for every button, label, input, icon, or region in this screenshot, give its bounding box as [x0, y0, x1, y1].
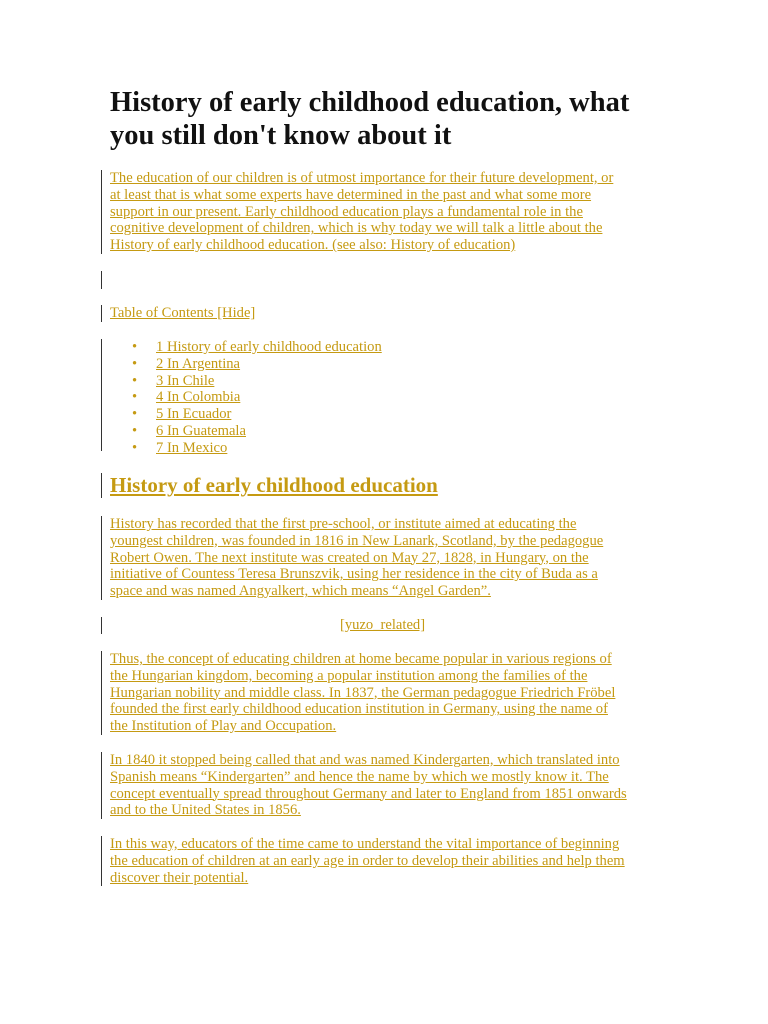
intro-block	[101, 170, 662, 254]
paragraph-link-3[interactable]: In 1840 it stopped being called that and was named Kindergarten, which translated into Spanish means “Kindergarten” and hence the name by which we mostly know it. The concept eventually spread throughout Germany and later to England from 1851 onwards and to the United States in 1856.	[110, 752, 627, 819]
bullet-icon: •	[132, 389, 138, 406]
toc-item-label: 7 In Mexico	[156, 439, 228, 456]
section-heading[interactable]: History of early childhood education	[110, 473, 438, 497]
empty-paragraph-marker	[101, 271, 110, 289]
paragraph-block-4	[101, 836, 670, 886]
toc-item-label: 6 In Guatemala	[156, 422, 246, 439]
paragraph-block-1	[101, 516, 670, 600]
related-shortcode-link[interactable]: [yuzo_related]	[340, 617, 426, 633]
toc-heading-link[interactable]: Table of Contents [Hide]	[110, 305, 256, 321]
toc-item-6[interactable]	[132, 423, 410, 440]
toc-item-7[interactable]	[132, 440, 410, 457]
toc-item-4[interactable]	[132, 389, 410, 406]
toc-item-5[interactable]	[132, 406, 410, 423]
bullet-icon: •	[132, 339, 138, 355]
bullet-icon: •	[132, 355, 138, 372]
bullet-icon: •	[132, 439, 138, 456]
toc-item-2[interactable]	[132, 356, 410, 373]
toc-item-3[interactable]	[132, 373, 410, 390]
toc-item-1[interactable]	[132, 339, 410, 356]
toc-item-label: 4 In Colombia	[156, 389, 241, 406]
paragraph-link-4[interactable]: In this way, educators of the time came to understand the vital importance of beginning the education of children at an early age in order to develop their abilities and help them discover their potential.	[110, 836, 625, 886]
paragraph-link-2[interactable]: Thus, the concept of educating children at home became popular in various regions of the Hungarian kingdom, becoming a popular institution among the families of the Hungarian nobility and middle class. In 1837, the German pedagogue Friedrich Fröbel founded the first early childhood education institution in Germany, using the name of the Institution of Play and Occupation.	[110, 651, 616, 735]
related-shortcode-block	[101, 617, 662, 634]
table-of-contents	[101, 339, 410, 456]
bullet-icon: •	[132, 372, 138, 389]
section-heading-block	[101, 473, 438, 498]
toc-heading-block	[101, 305, 255, 322]
paragraph-block-2	[101, 651, 670, 735]
toc-item-label: 5 In Ecuador	[156, 406, 232, 423]
paragraph-block-3	[101, 752, 670, 819]
toc-item-label: 1 History of early childhood education	[156, 339, 382, 355]
paragraph-link-1[interactable]: History has recorded that the first pre-school, or institute aimed at educating the youngest children, was founded in 1816 in New Lanark, Scotland, by the pedagogue Robert Owen. The next institute was created on May 27, 1828, in Hungary, on the initiative of Countess Teresa Brunszvik, using her residence in the city of Buda as a space and was named Angyalkert, which means “Angel Garden”.	[110, 516, 604, 600]
bullet-icon: •	[132, 406, 138, 423]
intro-link[interactable]: The education of our children is of utmost importance for their future development, or at least that is what some experts have determined in the past and what some more support in our present. Early childhood education plays a fundamental role in the cognitive development of children, which is why today we will talk a little about the History of early childhood education. (see also: History of education)	[110, 170, 614, 254]
toc-item-label: 3 In Chile	[156, 372, 215, 389]
toc-item-label: 2 In Argentina	[156, 355, 241, 372]
page-title: History of early childhood education, what you still don't know about it	[110, 87, 630, 151]
bullet-icon: •	[132, 422, 138, 439]
